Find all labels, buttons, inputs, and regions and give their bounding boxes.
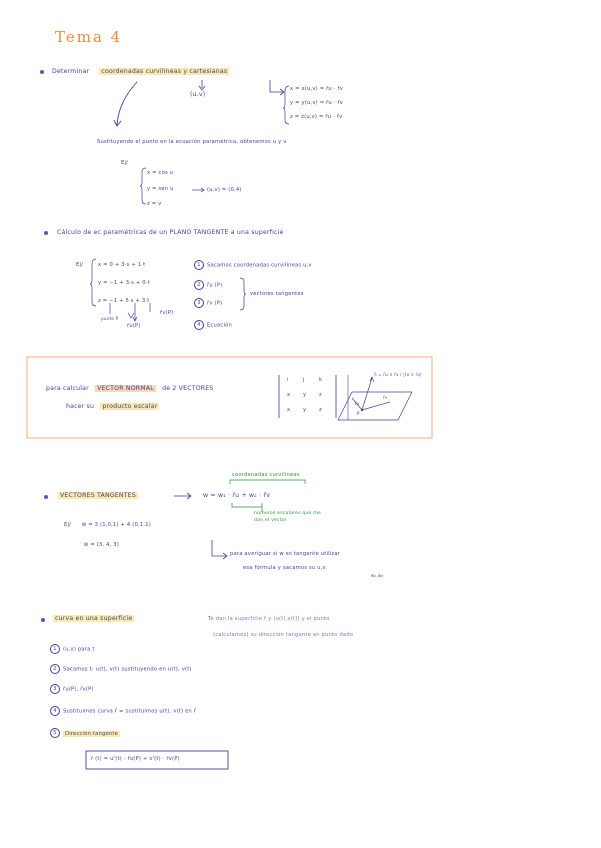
box-line1-suffix: de 2 VECTORES (162, 385, 214, 392)
box-line1-prefix: para calcular (46, 385, 89, 392)
s2-step3-text: r̄v (P) (207, 300, 223, 307)
s3-note1: para averiguar si w es tangente utilizar (230, 551, 341, 557)
s1-uv: (u,v) (190, 91, 206, 98)
s2-step2 (194, 280, 222, 290)
s4-step2-text: Sacamos t: u(t), v(t) sustituyendo en u(t), v(t) (63, 666, 192, 673)
s3-formula: w = w₁ · r̄u + w₂ · r̄v (203, 492, 271, 499)
box-line1 (46, 385, 214, 392)
s4-heading-text: curva en una superficie (55, 615, 133, 622)
plane-ru: r̄u (355, 401, 360, 406)
s2-rv-label: r̄v(P) (160, 310, 174, 316)
s2-p1: x = 0 + 3·s + 1·t (98, 262, 146, 268)
s4-step5-text: Dirección tangente (65, 730, 118, 737)
box-line2 (66, 403, 159, 410)
bullet (44, 231, 48, 235)
plane-p: P (357, 411, 360, 416)
s4-final-formula: ṙ (t) = u'(t) · r̄u(P) + v'(t) · r̄v(P) (91, 756, 180, 762)
s1-eq1: x = x(u,v) = r̄u · r̄v (290, 86, 344, 92)
step-number-4: 4 (50, 706, 60, 716)
det-cell: z (319, 392, 322, 398)
s4-heading (53, 615, 134, 622)
s4-intro2: (calculamos) su dirección tangente en punto dado (213, 632, 354, 638)
s2-step3 (194, 298, 222, 308)
s2-step4-text: Ecuación (207, 322, 232, 329)
s4-step1 (50, 644, 95, 654)
s3-ej-label: Ej/ (64, 522, 72, 528)
s1-eq2: y = y(u,v) = r̄u · r̄v (290, 100, 344, 106)
s4-step3 (50, 684, 94, 694)
s1-ej3: z = v (147, 201, 162, 207)
det-row-3 (287, 407, 335, 413)
box-line2-highlight: producto escalar (102, 403, 158, 410)
s3-numeros-note-text: números escalares que me dan el vector (254, 511, 321, 523)
step-number-4: 4 (194, 320, 204, 330)
s1-heading (52, 68, 229, 75)
s3-heading-text: VECTORES TANGENTES (60, 492, 136, 499)
det-cell: x (287, 392, 291, 398)
det-cell: i (287, 377, 289, 383)
s4-intro1: Te dan la superficie r̄ y (u(t),v(t)) y el punto (208, 616, 330, 622)
box-line1-highlight: VECTOR NORMAL (97, 385, 154, 392)
s4-step3-text: r̄u(P), r̄v(P) (63, 686, 94, 693)
page-title: Tema 4 (55, 28, 123, 46)
det-cell: y (303, 407, 307, 413)
bullet (41, 618, 45, 622)
normal-formula: n̄ = r̄u × r̄v / |r̄u × r̄v| (374, 372, 422, 377)
bullet (40, 70, 44, 74)
det-cell: z (319, 407, 322, 413)
s2-heading: Cálculo de ec paramétricas de un PLANO TANGENTE a una superficie (57, 229, 284, 236)
plane-rv: r̄v (383, 395, 388, 400)
s3-ej2: w̄ = (3, 4, 3) (84, 542, 120, 548)
s2-p2: y = −1 + 3·s + 0·t (98, 280, 150, 286)
s2-ej-label: Ej/ (76, 262, 84, 268)
step-number-1: 1 (194, 260, 204, 270)
s2-step1 (194, 260, 312, 270)
det-row-2 (287, 392, 335, 398)
det-cell: x (287, 407, 291, 413)
det-row-1 (287, 377, 335, 383)
s1-ej1: x = cos u (147, 170, 174, 176)
s3-ej1: w̄ = 3 (1,0,1) + 4 (0,1,1) (82, 522, 151, 528)
s3-note2: esa fórmula y sacamos su u,v (243, 565, 326, 571)
s2-p3: z = −1 + 5·s + 3·t (98, 298, 150, 304)
step-number-3: 3 (194, 298, 204, 308)
step-number-2: 2 (50, 664, 60, 674)
s1-ej-label: Ej/ (121, 160, 129, 166)
s1-sustituyendo: Sustituyendo el punto en la ecuación paramétrica, obtenemos u y v (97, 139, 287, 145)
s2-ru-label: r̄u(P) (127, 323, 141, 329)
s2-step2-text: r̄u (P) (207, 282, 223, 289)
s4-step2 (50, 664, 192, 674)
s2-step1-text: Sacamos coordenadas curvilíneas u,v (207, 262, 312, 269)
s4-step1-text: (u,v) para t (63, 646, 95, 653)
bullet (44, 495, 48, 499)
det-cell: j (303, 377, 305, 383)
s4-step4 (50, 706, 196, 716)
det-cell: y (303, 392, 307, 398)
s2-vectores-tangentes: vectores tangentes (250, 291, 304, 297)
s3-numeros-note (254, 510, 324, 524)
step-number-1: 1 (50, 644, 60, 654)
s4-step4-text: Sustituimos curva r̄ = sustituimos u(t), v(t) en r̄ (63, 708, 197, 715)
s1-heading-highlight: coordenadas curvilíneas y cartesianas (101, 68, 228, 75)
s3-heading (58, 492, 138, 499)
s3-note3: w₁,w₂ (371, 573, 384, 578)
s3-curvilineas-note: coordenadas curvilíneas (232, 472, 300, 478)
s4-step5 (50, 728, 120, 738)
step-number-5: 5 (50, 728, 60, 738)
s1-eq3: z = z(u,v) = r̄u · r̄v (290, 114, 343, 120)
s1-ej-result: (u,v) = (0,4) (207, 187, 242, 193)
step-number-3: 3 (50, 684, 60, 694)
s2-step4 (194, 320, 232, 330)
box-line2-prefix: hacer su (66, 403, 95, 410)
s2-punto: punto P (101, 316, 119, 321)
det-cell: k (319, 377, 323, 383)
s1-heading-prefix: Determinar (52, 68, 90, 75)
s1-ej2: y = sen u (147, 186, 174, 192)
step-number-2: 2 (194, 280, 204, 290)
